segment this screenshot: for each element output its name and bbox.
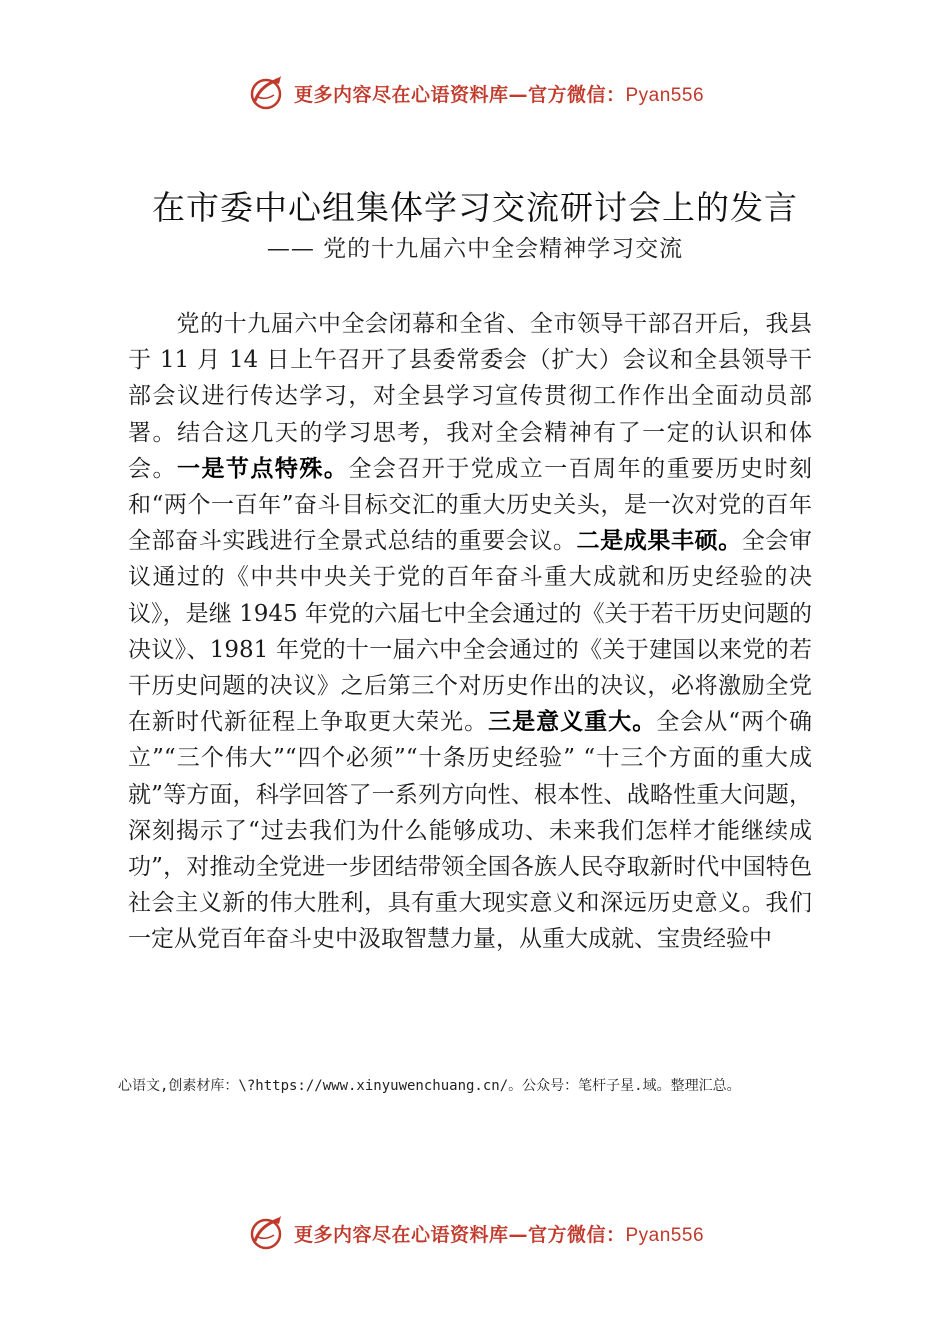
point-heading-2: 二是成果丰硕。 <box>576 528 742 555</box>
wechat-id: Pyan556 <box>625 84 705 106</box>
paragraph-text-4: 全会从“两个确立”“三个伟大”“四个必须”“十条历史经验” “十三个方面的重大成就”等方面，科学回答了一系列方向性、根本性、战略性重大问题，深刻揭示了“过去我们为什么能够成功、未来我们怎样才能继续成功”，对推动全党进一步团结带领全国各族人民夺取新时代中国特色社会主义新的伟大胜利，具有重大现实意义和深远历史意义。我们一定从党百年奋斗史中汲取智慧力量，从重大成就、宝贵经验中 <box>128 709 813 953</box>
paragraph-text-2: 全会召开于党成立一百周年的重要历史时刻和“两个一百年”奋斗目标交汇的重大历史关头，是一次对党的百年全部奋斗实践进行全景式总结的重要会议。 <box>128 455 813 555</box>
header-banner <box>0 68 950 118</box>
fountain-pen-swirl-icon <box>246 1213 286 1253</box>
source-footnote: 心语文,创素材库：\?https://www.xinyuwenchuang.cn/。公众号：笔杆子星.域。整理汇总。 <box>118 1078 741 1094</box>
paragraph-text-3: 全会审议通过的《中共中央关于党的百年奋斗重大成就和历史经验的决议》，是继 1945 年党的六届七中全会通过的《关于若干历史问题的决议》、1981 年党的十一届六中全会通过的《关于建国以来党的若干历史问题的决议》之后第三个对历史作出的决议，必将激励全党在新时代新征程上争取更大荣光。 <box>128 528 813 736</box>
banner-text: 更多内容尽在心语资料库—官方微信：Pyan556 <box>293 83 705 106</box>
page-title: 在市委中心组集体学习交流研讨会上的发言 <box>152 188 798 227</box>
banner-text: 更多内容尽在心语资料库—官方微信：Pyan556 <box>293 1223 705 1246</box>
fountain-pen-swirl-icon <box>246 73 286 113</box>
point-heading-3: 三是意义重大。 <box>488 709 657 736</box>
point-heading-1: 一是节点特殊。 <box>176 455 349 482</box>
footer-banner <box>0 1208 950 1258</box>
body-paragraph <box>128 306 812 958</box>
wechat-id: Pyan556 <box>625 1224 705 1246</box>
page-subtitle: —— 党的十九届六中全会精神学习交流 <box>266 236 684 262</box>
paragraph-text-1: 党的十九届六中全会闭幕和全省、全市领导干部召开后，我县于 11 月 14 日上午召开了县委常委会（扩大）会议和全县领导干部会议进行传达学习，对全县学习宣传贯彻工作作出全面动员部署。结合这几天的学习思考，我对全会精神有了一定的认识和体会。 <box>128 311 812 482</box>
